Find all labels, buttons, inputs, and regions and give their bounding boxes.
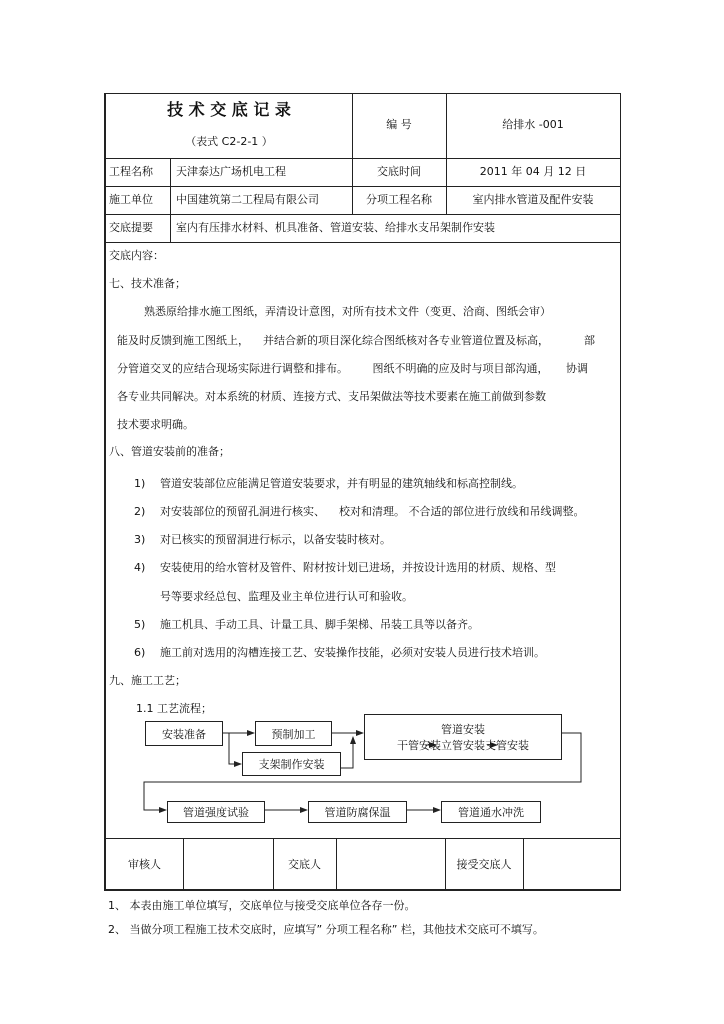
item-number: 4) [134,561,146,574]
item-text: 施工机具、手动工具、计量工具、脚手架梯、吊装工具等以备齐。 [160,618,479,631]
paragraph-line: 能及时反馈到施工图纸上， 并结合新的项目深化综合图纸核对各专业管道位置及标高， 部 [117,334,595,347]
item-text: 施工前对选用的沟槽连接工艺、安装操作技能，必须对安装人员进行技术培训。 [160,646,545,659]
install-steps: 干管安装立管安装支管安装 [397,739,529,752]
project-name: 天津泰达广场机电工程 [176,165,286,178]
item-text-continued: 号等要求经总包、监理及业主单位进行认可和验收。 [160,590,413,603]
paragraph-line: 分管道交叉的应结合现场实际进行调整和排布。 图纸不明确的应及时与项目部沟通， 协调 [117,362,588,375]
content-label: 交底内容： [109,249,164,262]
document-title: 技 术 交 底 记 录 [167,100,291,119]
item-text: 对安装部位的预留孔洞进行核实、 校对和清理。 不合适的部位进行放线和吊线调整。 [160,505,585,518]
flow-subtitle: 1.1 工艺流程； [136,702,212,715]
item-number: 2) [134,505,146,518]
item-text: 对已核实的预留洞进行标示，以备安装时核对。 [160,533,391,546]
form-code: （表式 C2-2-1 ） [185,135,273,148]
summary-label: 交底提要 [109,221,153,234]
project-name-label: 工程名称 [109,165,153,178]
paragraph-line: 技术要求明确。 [117,418,194,431]
paragraph-line: 各专业共同解决。对本系统的材质、连接方式、支吊架做法等技术要素在施工前做到参数 [117,390,546,403]
flow-step-install [364,714,562,760]
section9-title: 九、施工工艺； [109,674,186,687]
flow-step-prefab: 预制加工 [255,721,332,746]
receiver-field[interactable] [524,839,620,889]
subproject-label: 分项工程名称 [366,193,432,206]
item-text: 安装使用的给水管材及管件、附材按计划已进场，并按设计选用的材质、规格、型 [160,561,556,574]
discloser-label: 交底人 [288,858,321,871]
reviewer-field[interactable] [184,839,273,889]
flow-step-strength-test: 管道强度试验 [167,801,265,823]
discloser-field[interactable] [337,839,445,889]
paragraph-line: 熟悉原给排水施工图纸，弄清设计意图，对所有技术文件（变更、洽商、图纸会审） [144,305,551,318]
install-title: 管道安装 [441,723,485,736]
flow-step-support: 支架制作安装 [242,752,341,776]
contractor-label: 施工单位 [109,193,153,206]
contractor: 中国建筑第二工程局有限公司 [176,193,319,206]
section7-title: 七、技术准备； [109,277,186,290]
number-label: 编 号 [386,118,412,131]
number-value: 给排水 -001 [502,118,564,131]
item-number: 3) [134,533,146,546]
section8-title: 八、管道安装前的准备； [109,445,230,458]
flow-step-anticorrosion: 管道防腐保温 [308,801,407,823]
item-number: 6) [134,646,146,659]
footnote: 2、 当做分项工程施工技术交底时，应填写” 分项工程名称” 栏，其他技术交底可不填写。 [108,923,544,936]
item-number: 5) [134,618,146,631]
subproject: 室内排水管道及配件安装 [472,193,594,206]
summary: 室内有压排水材料、机具准备、管道安装、给排水支吊架制作安装 [176,221,495,234]
flow-step-flush: 管道通水冲洗 [441,801,541,823]
footnote: 1、 本表由施工单位填写，交底单位与接受交底单位各存一份。 [108,899,416,912]
date-value: 2011 年 04 月 12 日 [479,165,587,178]
receiver-label: 接受交底人 [456,858,512,871]
date-label: 交底时间 [377,165,421,178]
item-text: 管道安装部位应能满足管道安装要求，并有明显的建筑轴线和标高控制线。 [160,477,523,490]
reviewer-label: 审核人 [128,858,161,871]
item-number: 1) [134,477,146,490]
flow-step-prep: 安装准备 [145,721,223,746]
